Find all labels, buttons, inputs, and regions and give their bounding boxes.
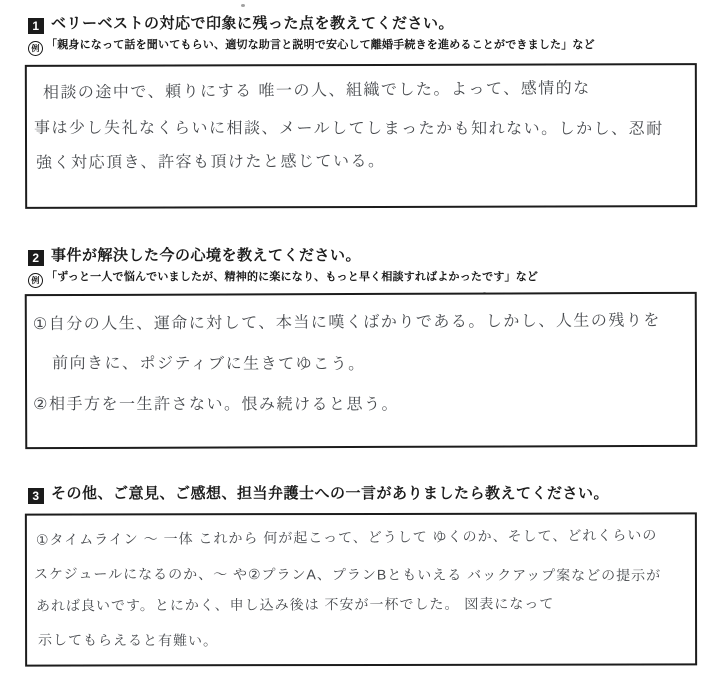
question-2-example: [28, 268, 538, 288]
question-1-answer-box: [25, 63, 697, 209]
scan-artifact-dot: [241, 4, 245, 7]
handwritten-answer-line: スケジュールになるのか、～ や②プランA、プランBともいえる バックアップ案などの提示が: [33, 565, 662, 584]
handwritten-answer-line: 事は少し失礼なくらいに相談、メールしてしまったかも知れない。しかし、忍耐: [33, 119, 664, 138]
handwritten-answer-line: 示してもらえると有難い。: [38, 631, 219, 649]
question-2-example-text: 「ずっと一人で悩んでいましたが、精神的に楽になり、もっと早く相談すればよかったです」など: [46, 271, 539, 283]
circled-example-icon: 例: [28, 41, 43, 56]
question-3-number-badge: 3: [28, 488, 44, 504]
handwritten-answer-line: ①自分の人生、運命に対して、本当に嘆くばかりである。しかし、人生の残りを: [32, 312, 661, 334]
handwritten-answer-line: あれば良いです。とにかく、申し込み後は 不安が一杯でした。 図表になって: [35, 595, 555, 614]
handwritten-answer-line: 前向きに、ポジティブに生きてゆこう。: [51, 355, 366, 374]
question-1-example-text: 「親身になって話を聞いてもらい、適切な助言と説明で安心して離婚手続きを進めることができました」など: [46, 39, 595, 51]
question-3-title: [28, 482, 609, 504]
question-1-title: [28, 12, 454, 34]
handwritten-answer-line: 強く対応頂き、許容も頂けたと感じている。: [36, 153, 386, 172]
circled-example-icon: 例: [28, 273, 43, 288]
question-2-title-text: 事件が解決した今の心境を教えてください。: [51, 247, 362, 264]
handwritten-answer-line: 相談の途中で、頼りにする 唯一の人、組織でした。よって、感情的な: [42, 80, 591, 102]
question-3-answer-box: [25, 512, 697, 666]
handwritten-answer-line: ②相手方を一生許さない。恨み続けると思う。: [33, 396, 399, 414]
question-1-number-badge: 1: [28, 18, 44, 34]
question-2-title: [28, 244, 361, 266]
question-2-answer-box: [25, 292, 698, 449]
question-1-example: [28, 36, 595, 56]
handwritten-answer-line: ①タイムライン ～ 一体 これから 何が起こって、どうして ゆくのか、そして、どれくらいの: [35, 526, 658, 548]
question-3-title-text: その他、ご意見、ご感想、担当弁護士への一言がありましたら教えてください。: [51, 485, 610, 502]
question-2-number-badge: 2: [28, 250, 44, 266]
question-1-title-text: ベリーベストの対応で印象に残った点を教えてください。: [51, 15, 455, 32]
